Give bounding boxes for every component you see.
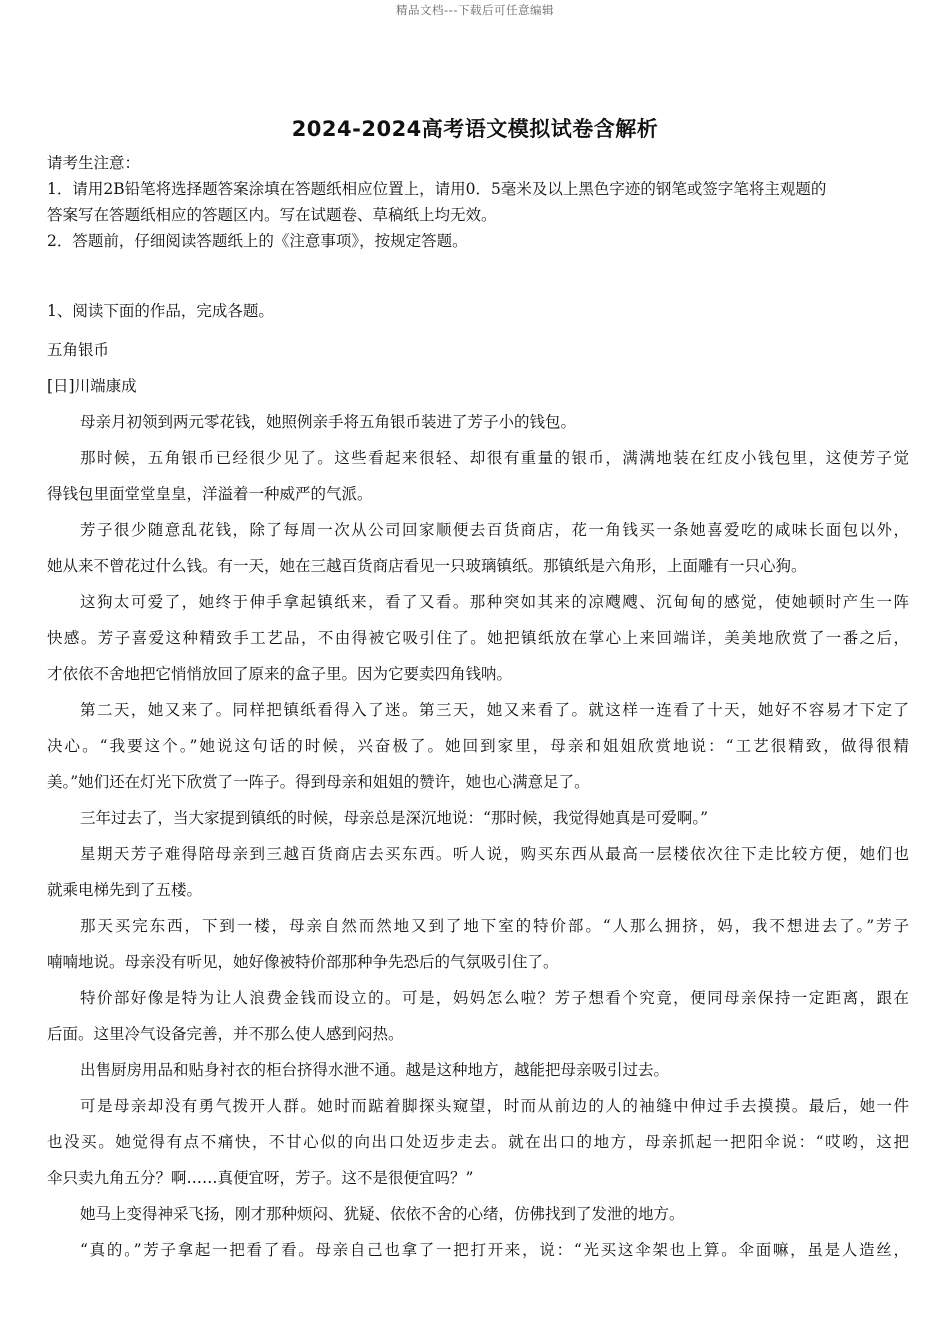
article-line: 后面。这里冷气设备完善，并不那么使人感到闷热。 bbox=[47, 1025, 404, 1043]
article-title: 五角银币 bbox=[47, 341, 110, 359]
article-line: 特价部好像是特为让人浪费金钱而设立的。可是，妈妈怎么啦？芳子想看个究竟，便同母亲保持一定距离，跟在 bbox=[80, 989, 909, 1007]
article-line: “真的。”芳子拿起一把看了看。母亲自己也拿了一把打开来，说：“光买这伞架也上算。伞面嘛，虽是人造丝， bbox=[80, 1241, 909, 1259]
article-line: 三年过去了，当大家提到镇纸的时候，母亲总是深沉地说：“那时候，我觉得她真是可爱啊。” bbox=[80, 809, 709, 827]
article-line: 可是母亲却没有勇气拨开人群。她时而踮着脚探头窥望，时而从前边的人的袖缝中伸过手去摸摸。最后，她一件 bbox=[80, 1097, 909, 1115]
article-line: 就乘电梯先到了五楼。 bbox=[47, 881, 203, 899]
article-line: 这狗太可爱了，她终于伸手拿起镇纸来，看了又看。那种突如其来的凉飕飕、沉甸甸的感觉，使她顿时产生一阵 bbox=[80, 593, 909, 611]
article-line: 星期天芳子难得陪母亲到三越百货商店去买东西。听人说，购买东西从最高一层楼依次往下走比较方便，她们也 bbox=[80, 845, 909, 863]
document-header-note: 精品文档---下载后可任意编辑 bbox=[396, 3, 554, 17]
article-line: 才依依不舍地把它悄悄放回了原来的盒子里。因为它要卖四角钱呐。 bbox=[47, 665, 513, 683]
notice-heading: 请考生注意： bbox=[47, 154, 141, 172]
article-line: 她从来不曾花过什么钱。有一天，她在三越百货商店看见一只玻璃镇纸。那镇纸是六角形，上面雕有一只心狗。 bbox=[47, 557, 807, 575]
document-title: 2024-2024高考语文模拟试卷含解析 bbox=[291, 117, 659, 141]
article-line: 芳子很少随意乱花钱，除了每周一次从公司回家顺便去百货商店，花一角钱买一条她喜爱吃的咸味长面包以外， bbox=[80, 521, 909, 539]
article-line: 美。”她们还在灯光下欣赏了一阵子。得到母亲和姐姐的赞许，她也心满意足了。 bbox=[47, 773, 590, 791]
notice-item-1-line-1: 1．请用2B铅笔将选择题答案涂填在答题纸相应位置上，请用0．5毫米及以上黑色字迹的钢笔或签字笔将主观题的 bbox=[47, 180, 827, 198]
article-line: 决心。“我要这个。”她说这句话的时候，兴奋极了。她回到家里，母亲和姐姐欣赏地说：“工艺很精致，做得很精 bbox=[47, 737, 909, 755]
article-line: 得钱包里面堂堂皇皇，洋溢着一种威严的气派。 bbox=[47, 485, 373, 503]
article-line: 快感。芳子喜爱这种精致手工艺品，不由得被它吸引住了。她把镇纸放在掌心上来回端详，美美地欣赏了一番之后， bbox=[47, 629, 909, 647]
article-line: 那天买完东西，下到一楼，母亲自然而然地又到了地下室的特价部。“人那么拥挤，妈，我不想进去了。”芳子 bbox=[80, 917, 909, 935]
notice-item-2: 2．答题前，仔细阅读答题纸上的《注意事项》，按规定答题。 bbox=[47, 232, 468, 250]
notice-item-1-line-2: 答案写在答题纸相应的答题区内。写在试题卷、草稿纸上均无效。 bbox=[47, 206, 497, 224]
article-line: 那时候，五角银币已经很少见了。这些看起来很轻、却很有重量的银币，满满地装在红皮小钱包里，这使芳子觉 bbox=[80, 449, 909, 467]
question-prompt: 1、阅读下面的作品，完成各题。 bbox=[47, 302, 274, 320]
article-line: 母亲月初领到两元零花钱，她照例亲手将五角银币装进了芳子小的钱包。 bbox=[80, 413, 577, 431]
article-author: [日]川端康成 bbox=[47, 377, 137, 395]
reading-question bbox=[47, 298, 909, 1268]
article-line: 出售厨房用品和贴身衬衣的柜台挤得水泄不通。越是这种地方，越能把母亲吸引过去。 bbox=[80, 1061, 670, 1079]
exam-notice bbox=[47, 150, 907, 254]
article-line: 也没买。她觉得有点不痛快，不甘心似的向出口处迈步走去。就在出口的地方，母亲抓起一把阳伞说：“哎哟，这把 bbox=[47, 1133, 909, 1151]
article-line: 喃喃地说。母亲没有听见，她好像被特价部那种争先恐后的气氛吸引住了。 bbox=[47, 953, 559, 971]
article-line: 第二天，她又来了。同样把镇纸看得入了迷。第三天，她又来看了。就这样一连看了十天，她好不容易才下定了 bbox=[80, 701, 909, 719]
article-line: 她马上变得神采飞扬，刚才那种烦闷、犹疑、依依不舍的心绪，仿佛找到了发泄的地方。 bbox=[80, 1205, 685, 1223]
article-line: 伞只卖九角五分？啊……真便宜呀，芳子。这不是很便宜吗？” bbox=[47, 1169, 474, 1187]
